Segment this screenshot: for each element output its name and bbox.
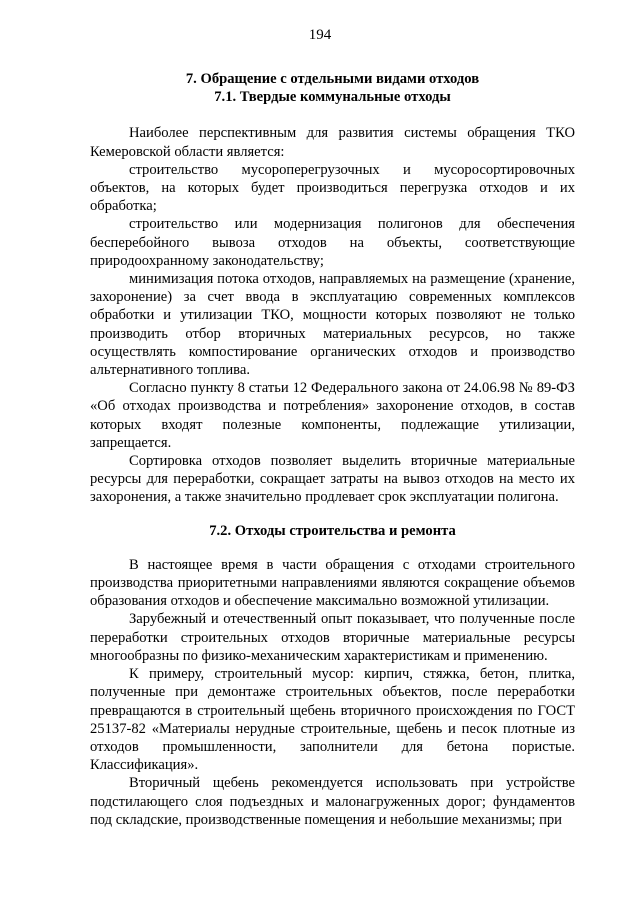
subsection-heading-2 <box>90 522 575 540</box>
section-title: 7. Обращение с отдельными видами отходов <box>185 71 480 87</box>
subsection-title-1: 7.1. Твердые коммунальные отходы <box>214 89 451 106</box>
paragraph: строительство или модернизация полигонов для обеспечения бесперебойного вывоза отходов на объекты, соответствующие природоохранному законодательству; <box>90 216 575 269</box>
paragraph: В настоящее время в части обращения с отходами строительного производства приоритетными направлениями являются сокращение объемов образования отходов и обеспечение максимально возможной утилизации. <box>90 556 575 610</box>
subsection-1-body <box>90 124 575 506</box>
page-content <box>90 70 575 829</box>
section-heading-block <box>90 70 575 106</box>
subsection-2-body <box>90 556 575 829</box>
paragraph: К примеру, строительный мусор: кирпич, стяжка, бетон, плитка, полученные при демонтаже строительных объектов, после переработки превращаются в строительный щебень вторичного происхождения по ГОСТ 25137-82 «Материалы нерудные строительные, щебень и песок плотные из отходов промышленности, заполнители для бетона пористые. Классификация». <box>90 666 575 774</box>
paragraph: Сортировка отходов позволяет выделить вторичные материальные ресурсы для переработки, сокращает затраты на вывоз отходов на место их захоронения, а также значительно продлевает срок эксплуатации полигона. <box>90 453 575 506</box>
paragraph: Вторичный щебень рекомендуется использовать при устройстве подстилающего слоя подъездных и малонагруженных дорог; фундаментов под складские, производственные помещения и небольшие механизмы; при <box>90 775 575 828</box>
paragraph: строительство мусороперегрузочных и мусоросортировочных объектов, на которых будет производиться перегрузка отходов и их обработка; <box>90 161 575 215</box>
page-number: 194 <box>308 27 332 43</box>
paragraph: минимизация потока отходов, направляемых на размещение (хранение, захоронение) за счет ввода в эксплуатацию современных комплексов обработки и утилизации ТКО, мощности которых позволяют не только производить отбор вторичных материальных ресурсов, но также осуществлять компостирование органических отходов и производство альтернативного топлива. <box>90 271 575 379</box>
paragraph: Согласно пункту 8 статьи 12 Федерального закона от 24.06.98 № 89-ФЗ «Об отходах производства и потребления» захоронение отходов, в состав которых входят полезные компоненты, подлежащие утилизации, запрещается. <box>90 380 575 451</box>
paragraph: Наиболее перспективным для развития системы обращения ТКО Кемеровской области является: <box>90 125 575 160</box>
subsection-title-2: 7.2. Отходы строительства и ремонта <box>209 522 456 539</box>
paragraph: Зарубежный и отечественный опыт показывает, что полученные после переработки строительных отходов вторичные материальные ресурсы многообразны по физико-механическим характеристикам и применению. <box>90 611 575 664</box>
